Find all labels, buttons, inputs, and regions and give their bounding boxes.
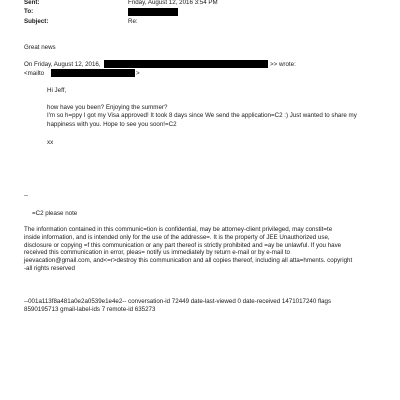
redaction-bar bbox=[51, 69, 135, 77]
please-note: =C2 please note bbox=[32, 210, 78, 217]
message-line: I'm so h=ppy I got my Visa approved! It took 8 days since We send the application=C2 :) Just wanted to share my bbox=[47, 112, 357, 119]
to-label: To: bbox=[24, 8, 34, 15]
confidentiality-notice bbox=[24, 226, 384, 273]
notice-line: The information contained in this communic=tion is confidential, may be attorney-client privileged, may constit=te bbox=[24, 226, 333, 233]
notice-line: jeevacation@gmail.com, and<=r>destroy this communication and all copies thereof, including all atta=hments. copyright bbox=[24, 257, 353, 264]
metadata-line: --001a113f8a481a0e2a0539e1e4e2-- conversation-id 72449 date-last-viewed 0 date-received 1471017240 flags bbox=[24, 298, 332, 305]
metadata-line: 8590195713 gmail-label-ids 7 remote-id 635273 bbox=[24, 305, 156, 313]
mailto-suffix: > bbox=[136, 70, 140, 77]
message-line: how have you been? Enjoying the summer? bbox=[47, 104, 168, 111]
sent-label: Sent: bbox=[24, 0, 40, 6]
redaction-bar bbox=[104, 60, 268, 68]
notice-line: -all rights reserved bbox=[24, 264, 75, 272]
mailto-prefix: <mailto bbox=[24, 70, 45, 77]
quote-suffix: >> wrote: bbox=[270, 61, 296, 68]
message-line: happiness with you. Hope to see you soon!=C2 bbox=[47, 121, 177, 128]
subject-label: Subject: bbox=[24, 18, 49, 25]
message-metadata bbox=[24, 298, 384, 314]
salutation: Hi Jeff, bbox=[47, 87, 67, 94]
separator-dashes: -- bbox=[24, 192, 29, 199]
redaction-bar bbox=[128, 8, 178, 16]
notice-line: received this communication in error, pleas= notify us immediately by return e-mail or by e-mail to bbox=[24, 249, 290, 257]
subject-value: Re: bbox=[128, 18, 138, 25]
signoff: xx bbox=[47, 139, 54, 146]
sent-value: Friday, August 12, 2016 3:54 PM bbox=[128, 0, 218, 6]
notice-line: inside information, and is intended only for the use of the addresse=. It is the property of JEE Unauthorized use, bbox=[24, 233, 330, 241]
quote-prefix: On Friday, August 12, 2016, bbox=[24, 61, 101, 68]
reply-text: Great news bbox=[24, 44, 56, 51]
notice-line: disclosure or copying =f this communication or any part thereof is strictly prohibited and =ay be unlawful. If you have bbox=[24, 241, 342, 249]
